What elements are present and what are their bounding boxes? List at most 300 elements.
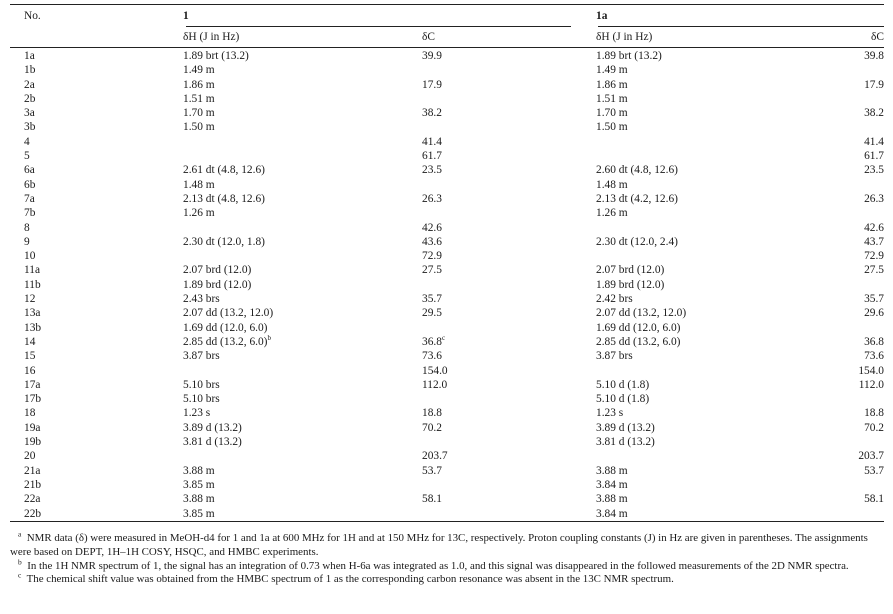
dc-compound-1a-cell-value: 203.7 [858, 450, 884, 463]
table-row [10, 321, 884, 335]
dh-compound-1a-cell-value: 2.85 dd (13.2, 6.0) [596, 335, 681, 348]
dc-compound-1a-cell [835, 478, 884, 492]
position-cell [10, 47, 183, 63]
dh-compound-1-cell-value: 3.87 brs [183, 350, 220, 363]
table-row [10, 492, 884, 506]
dc-compound-1-cell-value: 61.7 [422, 150, 442, 163]
table-row [10, 364, 884, 378]
dh-compound-1-cell [183, 478, 422, 492]
dc-compound-1-cell-value: 35.7 [422, 293, 442, 306]
position-cell [10, 278, 183, 292]
footnote-b-text: In the 1H NMR spectrum of 1, the signal has an integration of 0.73 when H-6a was integrated as 1.0, and this signal was disappeared in the followed measurements of the 2D NMR spectra. [27, 559, 849, 572]
dh-compound-1-cell [183, 206, 422, 220]
dh-compound-1-cell-value: 5.10 brs [183, 393, 220, 406]
position-cell [10, 221, 183, 235]
dc-compound-1-cell [422, 106, 596, 120]
dc-compound-1a-cell-value: 73.6 [864, 350, 884, 363]
position-cell-value: 1b [24, 64, 36, 77]
position-cell-value: 7a [24, 192, 35, 205]
dh-compound-1a-cell-value: 2.07 dd (13.2, 12.0) [596, 307, 687, 320]
dc-compound-1-cell [422, 378, 596, 392]
header-dh-compound-1 [183, 27, 422, 47]
table-row [10, 435, 884, 449]
position-cell-value: 1a [24, 50, 35, 62]
dc-compound-1-cell [422, 149, 596, 163]
position-cell [10, 507, 183, 521]
dh-compound-1a-cell [596, 321, 835, 335]
dc-compound-1-cell-value: 154.0 [422, 364, 448, 377]
dh-compound-1-cell [183, 149, 422, 163]
dh-compound-1-cell [183, 120, 422, 134]
dh-compound-1-cell-value: 1.50 m [183, 121, 215, 134]
dh-compound-1-cell [183, 135, 422, 149]
dc-compound-1-cell-value: 17.9 [422, 78, 442, 91]
dh-label: δH (J in Hz) [596, 31, 653, 43]
table-row [10, 221, 884, 235]
dc-compound-1a-cell-value: 61.7 [864, 150, 884, 163]
table-row [10, 464, 884, 478]
position-cell-value: 11a [24, 264, 41, 277]
dc-compound-1-cell-value: 27.5 [422, 264, 442, 277]
dh-compound-1a-cell [596, 364, 835, 378]
dc-compound-1-cell-value: 38.2 [422, 107, 442, 120]
dc-compound-1a-cell-value: 112.0 [858, 378, 884, 391]
dc-compound-1a-cell [835, 449, 884, 463]
dc-compound-1a-cell-value: 23.5 [864, 164, 884, 177]
dc-compound-1a-cell-value: 35.7 [864, 293, 884, 306]
dc-compound-1-cell [422, 406, 596, 420]
dh-compound-1-cell [183, 163, 422, 177]
dc-compound-1a-cell [835, 364, 884, 378]
dc-compound-1a-cell [835, 92, 884, 106]
dh-compound-1-cell-value: 1.48 m [183, 178, 215, 191]
dh-compound-1a-cell [596, 306, 835, 320]
dh-compound-1-cell [183, 507, 422, 521]
table-row [10, 235, 884, 249]
dh-compound-1-cell-value: 1.69 dd (12.0, 6.0) [183, 321, 268, 334]
dc-compound-1-cell-value: 58.1 [422, 493, 442, 506]
dh-compound-1a-cell-value: 1.48 m [596, 178, 628, 191]
position-cell-value: 3b [24, 121, 36, 134]
dh-compound-1-cell-value: 2.13 dt (4.8, 12.6) [183, 192, 265, 205]
dh-compound-1a-cell [596, 435, 835, 449]
dh-compound-1-cell-value: 1.70 m [183, 107, 215, 120]
dc-compound-1-cell-value: 53.7 [422, 464, 442, 477]
dc-compound-1-cell-value: 29.5 [422, 307, 442, 320]
dc-compound-1-cell [422, 163, 596, 177]
dh-compound-1-cell-value: 3.85 m [183, 507, 215, 520]
dh-compound-1a-cell [596, 249, 835, 263]
dc-compound-1a-cell [835, 292, 884, 306]
dh-compound-1-cell [183, 278, 422, 292]
dh-compound-1-cell-value: 1.89 brd (12.0) [183, 278, 252, 291]
table-row [10, 206, 884, 220]
dh-compound-1-cell [183, 192, 422, 206]
dc-compound-1-cell [422, 464, 596, 478]
dc-compound-1-cell [422, 120, 596, 134]
position-cell-value: 5 [24, 150, 30, 163]
position-cell [10, 478, 183, 492]
dc-compound-1a-cell [835, 507, 884, 521]
dh-compound-1a-cell [596, 406, 835, 420]
position-cell [10, 63, 183, 77]
dc-compound-1a-cell [835, 421, 884, 435]
dh-compound-1-cell-value: 1.49 m [183, 64, 215, 77]
dc-compound-1-cell [422, 78, 596, 92]
position-cell-value: 22b [24, 507, 42, 520]
nmr-data-table [10, 5, 884, 521]
dc-compound-1-cell-value: 73.6 [422, 350, 442, 363]
position-cell [10, 263, 183, 277]
dh-compound-1a-cell [596, 63, 835, 77]
table-row [10, 120, 884, 134]
position-cell [10, 106, 183, 120]
position-cell-value: 18 [24, 407, 36, 420]
dh-compound-1-cell [183, 335, 422, 349]
position-cell [10, 135, 183, 149]
dc-compound-1a-cell [835, 263, 884, 277]
table-row [10, 178, 884, 192]
dh-compound-1-cell [183, 449, 422, 463]
position-cell-value: 12 [24, 293, 36, 306]
dc-compound-1-cell [422, 206, 596, 220]
table-row [10, 135, 884, 149]
position-cell [10, 149, 183, 163]
dh-compound-1-cell [183, 106, 422, 120]
dh-compound-1-cell-value: 1.86 m [183, 78, 215, 91]
header-no: No. [24, 10, 41, 22]
dc-compound-1a-cell [835, 378, 884, 392]
table-row [10, 392, 884, 406]
position-cell [10, 349, 183, 363]
dc-compound-1-cell-value: 72.9 [422, 250, 442, 263]
dh-compound-1a-cell-value: 3.88 m [596, 464, 628, 477]
footnote-a [10, 529, 882, 560]
dc-compound-1a-cell-value: 27.5 [864, 264, 884, 277]
dh-compound-1a-cell [596, 163, 835, 177]
dc-compound-1-cell-value: 26.3 [422, 192, 442, 205]
position-cell [10, 206, 183, 220]
table-header-row-compounds [10, 5, 884, 27]
table-row [10, 278, 884, 292]
dh-compound-1-cell [183, 406, 422, 420]
dh-compound-1a-cell [596, 335, 835, 349]
dh-compound-1a-cell-value: 2.42 brs [596, 293, 633, 306]
dc-compound-1a-cell-value: 43.7 [864, 235, 884, 248]
dc-compound-1a-cell [835, 321, 884, 335]
dh-compound-1a-cell-value: 1.50 m [596, 121, 628, 134]
position-cell-value: 2a [24, 78, 35, 91]
position-cell-value: 9 [24, 235, 30, 248]
dh-compound-1a-cell [596, 292, 835, 306]
dh-compound-1a-cell [596, 178, 835, 192]
dc-compound-1-cell [422, 192, 596, 206]
dc-compound-1-cell [422, 221, 596, 235]
position-cell [10, 449, 183, 463]
dh-compound-1a-cell [596, 78, 835, 92]
dh-compound-1a-cell [596, 235, 835, 249]
table-row [10, 478, 884, 492]
position-cell-value: 21a [24, 464, 41, 477]
position-cell [10, 78, 183, 92]
table-header-row-shifts [10, 27, 884, 47]
dh-label: δH (J in Hz) [183, 31, 240, 43]
footnote-marker: b [267, 334, 271, 343]
dh-compound-1-cell [183, 321, 422, 335]
position-cell [10, 392, 183, 406]
dh-compound-1-cell [183, 78, 422, 92]
dc-compound-1a-cell [835, 306, 884, 320]
dc-compound-1a-cell-value: 36.8 [864, 335, 884, 348]
dh-compound-1a-cell [596, 478, 835, 492]
dc-compound-1a-cell-value: 18.8 [864, 407, 884, 420]
dh-compound-1a-cell-value: 1.89 brd (12.0) [596, 278, 665, 291]
dh-compound-1a-cell [596, 120, 835, 134]
table-row [10, 106, 884, 120]
dc-compound-1-cell [422, 435, 596, 449]
table-footnotes [10, 529, 882, 587]
table-body [10, 47, 884, 521]
dc-compound-1a-cell [835, 278, 884, 292]
dh-compound-1-cell-value: 2.30 dt (12.0, 1.8) [183, 235, 265, 248]
dh-compound-1-cell [183, 349, 422, 363]
dc-compound-1-cell-value: 39.9 [422, 50, 442, 62]
dc-compound-1a-cell [835, 106, 884, 120]
dh-compound-1-cell [183, 435, 422, 449]
dc-compound-1-cell [422, 492, 596, 506]
dh-compound-1a-cell [596, 135, 835, 149]
dh-compound-1a-cell [596, 492, 835, 506]
footnote-c-mark: c [18, 570, 22, 580]
dc-compound-1a-cell-value: 17.9 [864, 78, 884, 91]
dh-compound-1-cell [183, 47, 422, 63]
dc-compound-1a-cell [835, 78, 884, 92]
position-cell [10, 364, 183, 378]
dc-compound-1-cell [422, 392, 596, 406]
dh-compound-1a-cell-value: 2.13 dt (4.2, 12.6) [596, 192, 678, 205]
dh-compound-1-cell-value: 1.89 brt (13.2) [183, 50, 249, 62]
position-cell-value: 6a [24, 164, 35, 177]
dc-compound-1-cell [422, 47, 596, 63]
position-cell-value: 6b [24, 178, 36, 191]
dc-compound-1a-cell-value: 53.7 [864, 464, 884, 477]
position-cell [10, 406, 183, 420]
dh-compound-1a-cell [596, 47, 835, 63]
dh-compound-1-cell [183, 263, 422, 277]
position-cell-value: 3a [24, 107, 35, 120]
footnote-b [10, 556, 882, 574]
position-cell-value: 20 [24, 450, 36, 463]
header-compound-1a: 1a [596, 10, 608, 22]
dh-compound-1a-cell-value: 1.51 m [596, 92, 628, 105]
dc-compound-1a-cell-value: 154.0 [858, 364, 884, 377]
dc-compound-1a-cell [835, 206, 884, 220]
dh-compound-1a-cell [596, 221, 835, 235]
dc-compound-1-cell-value: 18.8 [422, 407, 442, 420]
dc-compound-1-cell [422, 235, 596, 249]
nmr-table-container [10, 4, 884, 522]
table-bottom-rule [10, 521, 884, 522]
dh-compound-1a-cell-value: 2.60 dt (4.8, 12.6) [596, 164, 678, 177]
dh-compound-1-cell-value: 3.89 d (13.2) [183, 421, 242, 434]
position-cell-value: 19a [24, 421, 41, 434]
dh-compound-1-cell-value: 3.88 m [183, 493, 215, 506]
dc-compound-1-cell [422, 335, 596, 349]
table-row [10, 306, 884, 320]
dh-compound-1-cell-value: 5.10 brs [183, 378, 220, 391]
position-cell [10, 464, 183, 478]
dc-compound-1a-cell [835, 47, 884, 63]
dc-compound-1-cell [422, 292, 596, 306]
position-cell-value: 13b [24, 321, 42, 334]
position-cell-value: 19b [24, 436, 42, 449]
dc-compound-1-cell [422, 249, 596, 263]
dc-compound-1a-cell-value: 58.1 [864, 493, 884, 506]
position-cell-value: 16 [24, 364, 36, 377]
dc-compound-1a-cell [835, 435, 884, 449]
dc-compound-1-cell-value: 70.2 [422, 421, 442, 434]
dc-compound-1a-cell [835, 349, 884, 363]
dh-compound-1-cell [183, 292, 422, 306]
position-cell-value: 21b [24, 478, 42, 491]
dh-compound-1a-cell [596, 449, 835, 463]
dh-compound-1a-cell [596, 421, 835, 435]
position-cell-value: 2b [24, 92, 36, 105]
header-dc-compound-1 [422, 27, 596, 47]
table-row [10, 263, 884, 277]
dh-compound-1a-cell [596, 349, 835, 363]
table-row [10, 192, 884, 206]
table-row [10, 78, 884, 92]
footnote-b-mark: b [18, 556, 22, 566]
position-cell-value: 17b [24, 393, 42, 406]
dh-compound-1a-cell [596, 464, 835, 478]
table-row [10, 63, 884, 77]
table-row [10, 378, 884, 392]
header-underline-compound-1a [598, 26, 884, 27]
dc-compound-1a-cell [835, 406, 884, 420]
position-cell [10, 321, 183, 335]
dc-compound-1a-cell [835, 392, 884, 406]
dc-compound-1a-cell [835, 149, 884, 163]
dc-compound-1-cell-value: 42.6 [422, 221, 442, 234]
dc-compound-1a-cell [835, 464, 884, 478]
position-cell-value: 22a [24, 493, 41, 506]
position-cell [10, 249, 183, 263]
dc-compound-1a-cell-value: 70.2 [864, 421, 884, 434]
header-compound-1: 1 [183, 10, 189, 22]
position-cell-value: 14 [24, 335, 36, 348]
dh-compound-1a-cell-value: 3.89 d (13.2) [596, 421, 655, 434]
dh-compound-1a-cell [596, 149, 835, 163]
position-cell [10, 335, 183, 349]
header-bottom-rule [10, 47, 884, 48]
dc-compound-1-cell [422, 178, 596, 192]
dh-compound-1-cell-value: 3.85 m [183, 478, 215, 491]
dh-compound-1a-cell-value: 1.23 s [596, 407, 624, 420]
dc-label: δC [871, 31, 884, 43]
dh-compound-1a-cell [596, 263, 835, 277]
position-cell-value: 11b [24, 278, 41, 291]
dh-compound-1a-cell [596, 206, 835, 220]
dh-compound-1a-cell [596, 278, 835, 292]
dc-compound-1-cell [422, 135, 596, 149]
dh-compound-1-cell-value: 2.07 brd (12.0) [183, 264, 252, 277]
dc-compound-1-cell-value: 36.8 [422, 335, 442, 348]
dc-compound-1a-cell-value: 72.9 [864, 250, 884, 263]
dc-compound-1a-cell [835, 249, 884, 263]
position-cell [10, 492, 183, 506]
dc-compound-1a-cell-value: 29.6 [864, 307, 884, 320]
position-cell [10, 378, 183, 392]
dh-compound-1-cell [183, 63, 422, 77]
dh-compound-1-cell-value: 2.61 dt (4.8, 12.6) [183, 164, 265, 177]
dh-compound-1-cell [183, 392, 422, 406]
dh-compound-1-cell [183, 92, 422, 106]
dh-compound-1-cell [183, 221, 422, 235]
dh-compound-1a-cell-value: 3.84 m [596, 507, 628, 520]
dc-compound-1a-cell [835, 335, 884, 349]
dh-compound-1-cell-value: 2.07 dd (13.2, 12.0) [183, 307, 274, 320]
position-cell-value: 7b [24, 207, 36, 220]
dh-compound-1a-cell-value: 3.84 m [596, 478, 628, 491]
dc-compound-1a-cell [835, 163, 884, 177]
position-cell-value: 8 [24, 221, 30, 234]
table-row [10, 47, 884, 63]
dh-compound-1a-cell-value: 1.49 m [596, 64, 628, 77]
dh-compound-1-cell-value: 1.26 m [183, 207, 215, 220]
footnote-a-text: NMR data (δ) were measured in MeOH-d4 for 1 and 1a at 600 MHz for 1H and at 150 MHz for 13C, respectively. Proton coupling constants (J) in Hz are given in parentheses. The assignments were based on DEPT, 1H–1H COSY, HSQC, and HMBC experiments. [10, 532, 868, 558]
dh-compound-1a-cell-value: 3.88 m [596, 493, 628, 506]
position-cell [10, 92, 183, 106]
dc-compound-1-cell [422, 349, 596, 363]
header-underline-compound-1 [186, 26, 571, 27]
dc-compound-1a-cell [835, 221, 884, 235]
position-cell [10, 235, 183, 249]
dc-compound-1-cell [422, 63, 596, 77]
dc-compound-1-cell [422, 321, 596, 335]
table-row [10, 507, 884, 521]
dc-compound-1-cell-value: 112.0 [422, 378, 448, 391]
table-row [10, 163, 884, 177]
table-row [10, 406, 884, 420]
dc-compound-1a-cell [835, 120, 884, 134]
table-row [10, 349, 884, 363]
table-row [10, 421, 884, 435]
position-cell [10, 292, 183, 306]
dh-compound-1a-cell-value: 2.30 dt (12.0, 2.4) [596, 235, 678, 248]
dc-compound-1-cell [422, 92, 596, 106]
dh-compound-1-cell [183, 306, 422, 320]
position-cell [10, 163, 183, 177]
table-row [10, 335, 884, 349]
dh-compound-1-cell [183, 492, 422, 506]
dh-compound-1-cell-value: 2.43 brs [183, 293, 220, 306]
dc-compound-1a-cell-value: 39.8 [864, 50, 884, 62]
dc-label: δC [422, 31, 435, 43]
table-row [10, 449, 884, 463]
footnote-marker: c [441, 334, 446, 343]
dh-compound-1a-cell-value: 5.10 d (1.8) [596, 378, 650, 391]
position-cell [10, 120, 183, 134]
dh-compound-1-cell [183, 249, 422, 263]
dc-compound-1a-cell-value: 26.3 [864, 192, 884, 205]
dh-compound-1-cell-value: 2.85 dd (13.2, 6.0) [183, 335, 268, 348]
table-row [10, 292, 884, 306]
dh-compound-1a-cell [596, 106, 835, 120]
header-dc-compound-1a [835, 27, 884, 47]
dc-compound-1a-cell-value: 41.4 [864, 135, 884, 148]
